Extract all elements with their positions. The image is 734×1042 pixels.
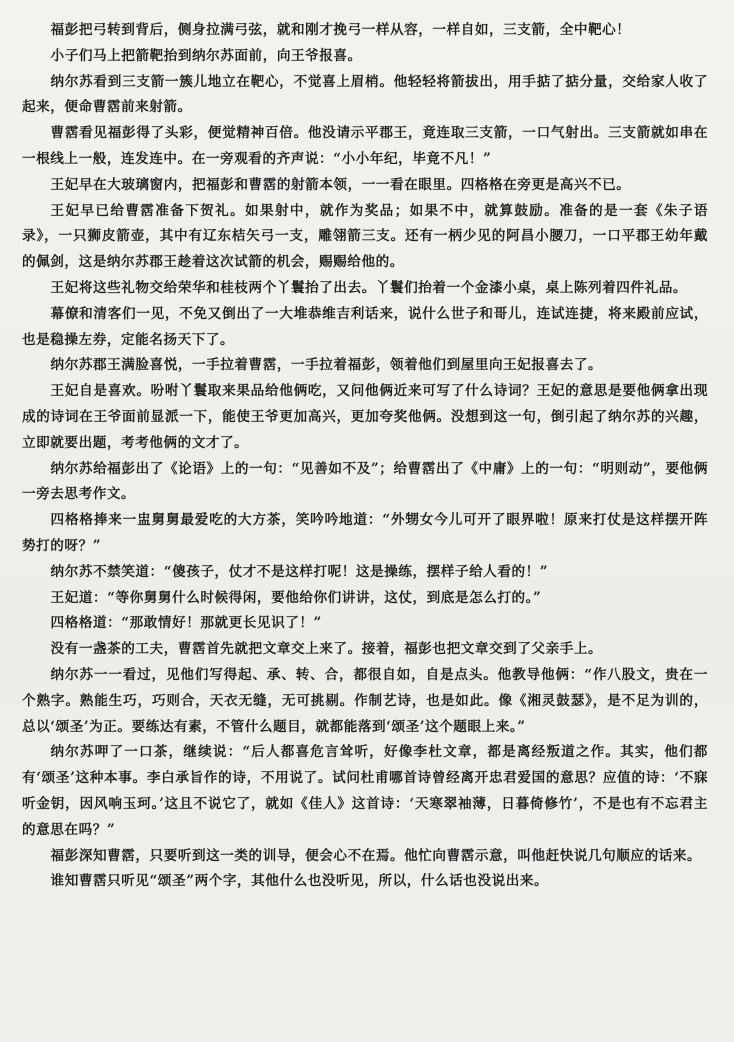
paragraph-flatterers: 幕僚和清客们一见，不免又倒出了一大堆恭维吉利话来，说什么世子和哥儿，连试连捷，将来殿前应试，也是稳操左券，定能名扬天下了。 (22, 305, 708, 348)
paragraph-li-du-poetry: 纳尔苏呷了一口茶，继续说：“后人都喜危言耸听，好像李杜文章，都是离经叛道之作。其实，他们都有‘颂圣’这种本事。李白承旨作的诗，不用说了。试问杜甫哪首诗曾经离开忠君爱国的意思？应值的诗：‘不寐听金钥，因风响玉珂。’这且不说它了，就如《佳人》这首诗：‘天寒翠袖薄，日暮倚修竹’，不是也有不忘君主的意思在吗？” (22, 744, 708, 838)
paragraph-essay-topics: 纳尔苏给福彭出了《论语》上的一句：“见善如不及”；给曹霑出了《中庸》上的一句：“明则动”，要他俩一旁去思考作文。 (22, 460, 708, 503)
paragraph-essays-submitted: 没有一盏茶的工夫，曹霑首先就把文章交上来了。接着，福彭也把文章交到了父亲手上。 (50, 641, 603, 658)
paragraph-nersu-inspects: 纳尔苏看到三支箭一簇儿地立在靶心，不觉喜上眉梢。他轻轻将箭拔出，用手掂了掂分量，交给家人收了起来，便命曹霑前来射箭。 (22, 73, 708, 116)
paragraph-fubeng-signals: 福彭深知曹霑，只要听到这一类的训导，便会心不在焉。他忙向曹霑示意，叫他赶快说几句顺应的话来。 (50, 847, 702, 864)
paragraph-fourth-princess-tea: 四格格捧来一盅舅舅最爱吃的大方茶，笑吟吟地道：“外甥女今儿可开了眼界啦！原来打仗是这样摆开阵势打的呀？” (22, 512, 708, 554)
paragraph-gifts-carried: 王妃将这些礼物交给荣华和桂枝两个丫鬟抬了出去。丫鬟们抬着一个金漆小桌，桌上陈列着四件礼品。 (50, 279, 688, 296)
paragraph-consort-replies: 王妃道：“等你舅舅什么时候得闲，要他给你们讲讲，这仗，到底是怎么打的。” (50, 589, 542, 606)
paragraph-archery-fubeng: 福彭把弓转到背后，侧身拉满弓弦，就和刚才挽弓一样从容，一样自如，三支箭，全中靶心！ (50, 22, 631, 38)
paragraph-princess-replies: 四格格道：“那敢情好！那就更长见识了！” (50, 615, 322, 632)
paragraph-nersu-laughs: 纳尔苏不禁笑道：“傻孩子，仗才不是这样打呢！这是操练，摆样子给人看的！” (50, 563, 549, 580)
paragraph-caozhan-shoots: 曹霑看见福彭得了头彩，便觉精神百倍。他没请示平郡王，竟连取三支箭，一口气射出。三支箭就如串在一根线上一般，连发连中。在一旁观看的齐声说：“小小年纪，毕竟不凡！” (22, 125, 708, 167)
paragraph-target-carried: 小子们马上把箭靶抬到纳尔苏面前，向王爷报喜。 (50, 47, 362, 64)
paragraph-consort-watches: 王妃早在大玻璃窗内，把福彭和曹霑的射箭本领，一一看在眼里。四格格在旁更是高兴不已。 (50, 176, 631, 193)
paragraph-consort-asks-poems: 王妃自是喜欢。吩咐丫鬟取来果品给他俩吃，又问他俩近来可写了什么诗词？王妃的意思是要他俩拿出现成的诗词在王爷面前显派一下，能使王爷更加高兴，更加夸奖他俩。没想到这一句，倒引起了纳尔苏的兴趣，立即就要出题，考考他俩的文才了。 (22, 383, 708, 451)
paragraph-caozhan-silent: 谁知曹霑只听见“颂圣”两个字，其他什么也没听见，所以，什么话也没说出来。 (50, 873, 549, 890)
paragraph-gifts-prepared: 王妃早已给曹霑准备下贺礼。如果射中，就作为奖品；如果不中，就算鼓励。准备的是一套《朱子语录》，一只狮皮箭壶，其中有辽东桔矢弓一支，雕翎箭三支。还有一柄少见的阿昌小腰刀，一口平郡王幼年戴的佩剑，这是纳尔苏郡王趁着这次试箭的机会，赐赐给他的。 (22, 202, 708, 271)
paragraph-eight-legged-essay: 纳尔苏一一看过，见他们写得起、承、转、合，都很自如，自是点头。他教导他俩：“作八股文，贵在一个熟字。熟能生巧，巧则合，天衣无缝，无可挑剔。作制艺诗，也是如此。像《湘灵鼓瑟》，是不足为训的，总以‘颂圣’为正。要练达有素，不管什么题目，就都能落到‘颂圣’这个题眼上来。” (22, 666, 708, 735)
paragraph-report-joy: 纳尔苏郡王满脸喜悦，一手拉着曹霑，一手拉着福彭，领着他们到屋里向王妃报喜去了。 (50, 357, 603, 374)
